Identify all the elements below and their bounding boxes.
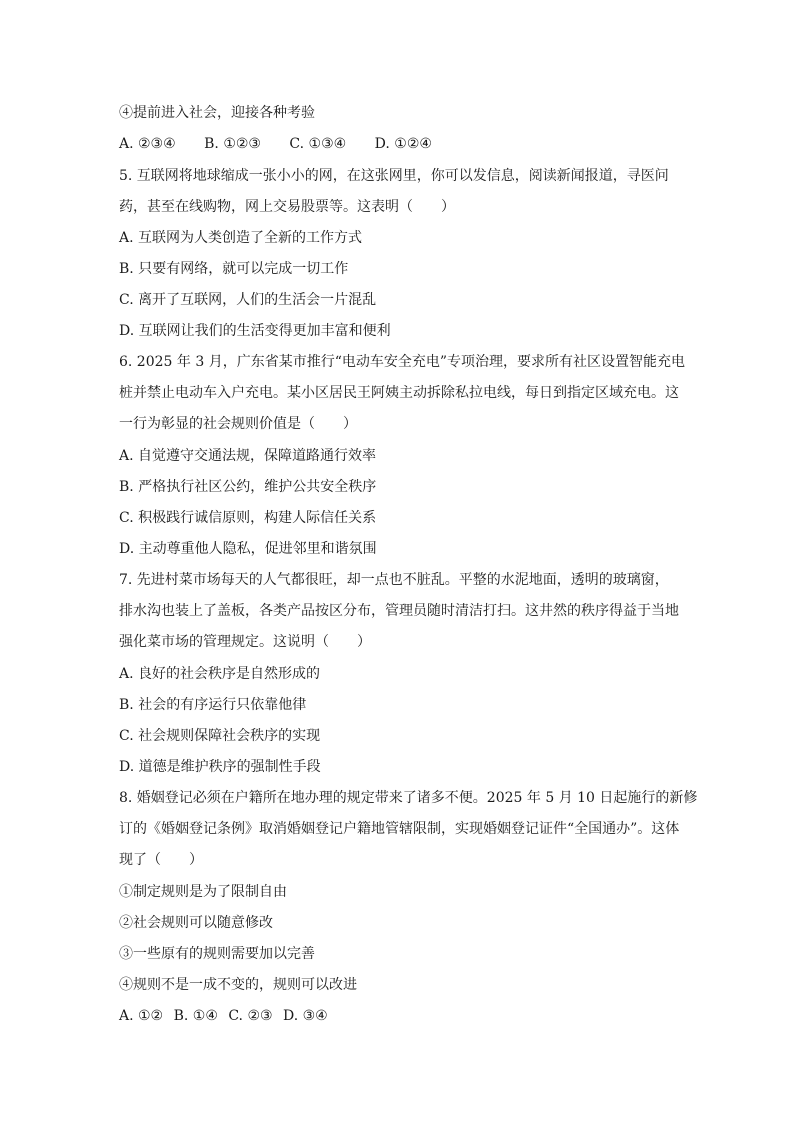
q6-stem-line-1: 6. 2025 年 3 月，广东省某市推行“电动车安全充电”专项治理，要求所有社区设置智能充电 bbox=[119, 354, 686, 370]
q5-stem-line-2: 药，甚至在线购物，网上交易股票等。这表明（ ） bbox=[119, 199, 455, 215]
q7-stem-line-2: 排水沟也装上了盖板，各类产品按区分布，管理员随时清洁打扫。这井然的秩序得益于当地 bbox=[119, 603, 679, 619]
q8-statement-3: ③一些原有的规则需要加以完善 bbox=[119, 946, 315, 962]
q6-option-c[interactable]: C. 积极践行诚信原则，构建人际信任关系 bbox=[119, 510, 377, 526]
q4-option-c[interactable]: C. ①③④ bbox=[289, 136, 347, 152]
q8-statement-2: ②社会规则可以随意修改 bbox=[119, 915, 273, 931]
q5-option-b[interactable]: B. 只要有网络，就可以完成一切工作 bbox=[119, 261, 349, 277]
q5-option-d[interactable]: D. 互联网让我们的生活变得更加丰富和便利 bbox=[119, 323, 391, 339]
q8-options bbox=[119, 1006, 334, 1026]
q5-stem-line-1: 5. 互联网将地球缩成一张小小的网，在这张网里，你可以发信息，阅读新闻报道，寻医问 bbox=[119, 168, 669, 184]
q8-option-a[interactable]: A. ①② bbox=[119, 1008, 164, 1024]
q4-option-b[interactable]: B. ①②③ bbox=[204, 136, 261, 152]
q4-statement-4: ④提前进入社会，迎接各种考验 bbox=[119, 105, 315, 121]
q7-stem-line-1: 7. 先进村菜市场每天的人气都很旺，却一点也不脏乱。平整的水泥地面，透明的玻璃窗， bbox=[119, 572, 669, 588]
q4-option-a[interactable]: A. ②③④ bbox=[119, 136, 176, 152]
q8-option-b[interactable]: B. ①④ bbox=[173, 1008, 218, 1024]
q8-statement-1: ①制定规则是为了限制自由 bbox=[119, 884, 287, 900]
q5-option-a[interactable]: A. 互联网为人类创造了全新的工作方式 bbox=[119, 230, 363, 246]
q7-option-c[interactable]: C. 社会规则保障社会秩序的实现 bbox=[119, 728, 321, 744]
q5-option-c[interactable]: C. 离开了互联网，人们的生活会一片混乱 bbox=[119, 292, 377, 308]
q8-stem-line-1: 8. 婚姻登记必须在户籍所在地办理的规定带来了诸多不便。2025 年 5 月 10 日起施行的新修 bbox=[119, 790, 698, 806]
q6-option-a[interactable]: A. 自觉遵守交通法规，保障道路通行效率 bbox=[119, 448, 377, 464]
q8-stem-line-2: 订的《婚姻登记条例》取消婚姻登记户籍地管辖限制，实现婚姻登记证件“全国通办”。这体 bbox=[119, 821, 680, 837]
q4-option-d[interactable]: D. ①②④ bbox=[374, 136, 432, 152]
q8-option-c[interactable]: C. ②③ bbox=[228, 1008, 273, 1024]
q8-stem-line-3: 现了（ ） bbox=[119, 852, 203, 868]
q6-stem-line-3: 一行为彰显的社会规则价值是（ ） bbox=[119, 416, 357, 432]
q4-options bbox=[119, 134, 456, 154]
q7-option-b[interactable]: B. 社会的有序运行只依靠他律 bbox=[119, 697, 307, 713]
q8-statement-4: ④规则不是一成不变的，规则可以改进 bbox=[119, 977, 357, 993]
q7-option-d[interactable]: D. 道德是维护秩序的强制性手段 bbox=[119, 759, 321, 775]
q8-option-d[interactable]: D. ③④ bbox=[283, 1008, 328, 1024]
q6-option-b[interactable]: B. 严格执行社区公约，维护公共安全秩序 bbox=[119, 479, 377, 495]
q7-option-a[interactable]: A. 良好的社会秩序是自然形成的 bbox=[119, 666, 321, 682]
q7-stem-line-3: 强化菜市场的管理规定。这说明（ ） bbox=[119, 634, 371, 650]
q6-option-d[interactable]: D. 主动尊重他人隐私，促进邻里和谐氛围 bbox=[119, 541, 377, 557]
q6-stem-line-2: 桩并禁止电动车入户充电。某小区居民王阿姨主动拆除私拉电线，每日到指定区域充电。这 bbox=[119, 385, 679, 401]
